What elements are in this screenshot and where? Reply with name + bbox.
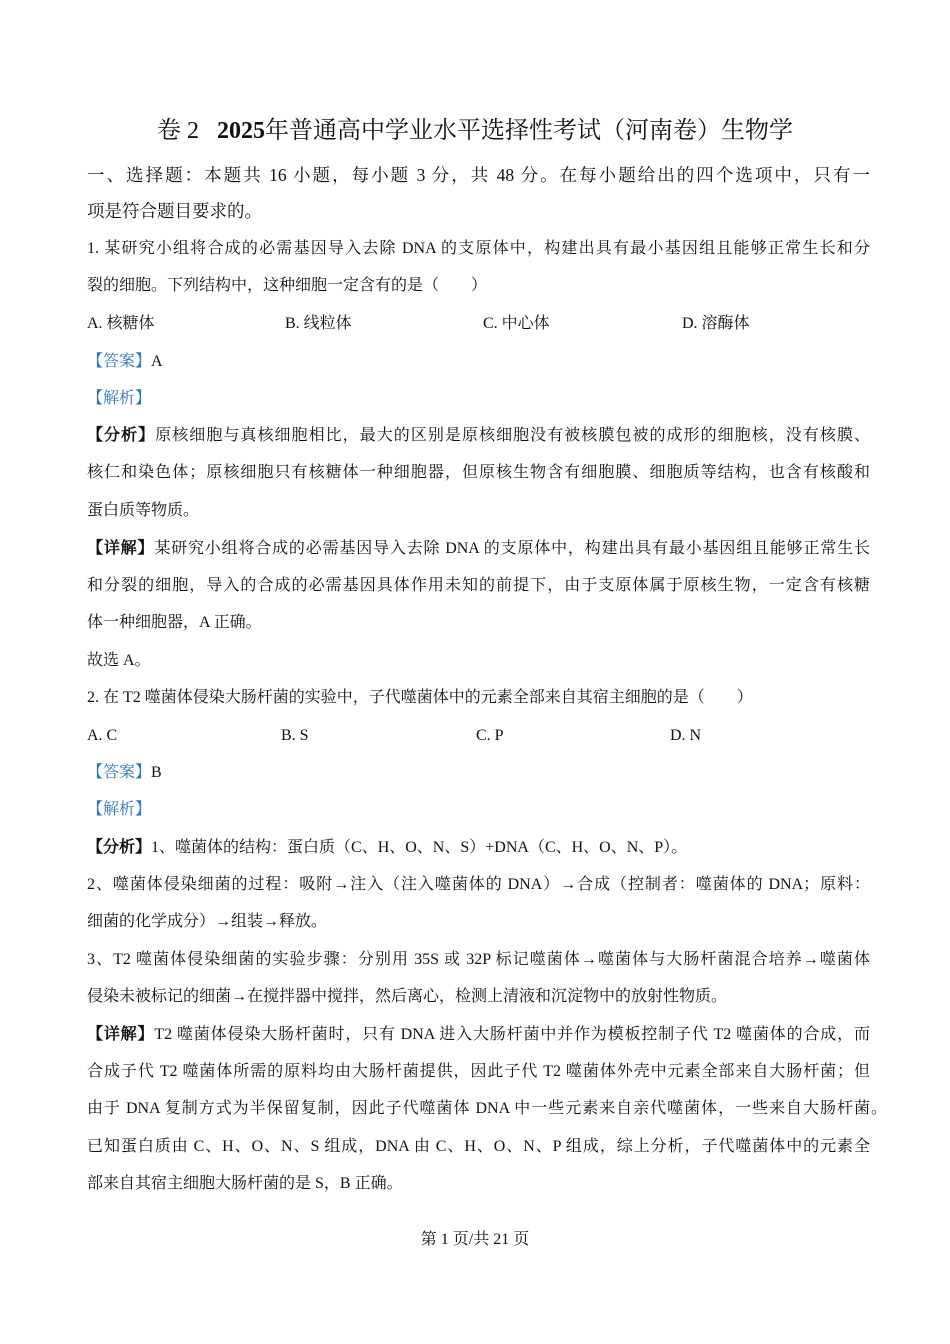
section-heading: 一、选择题：本题共 16 小题，每小题 3 分，共 48 分。在每小题给出的四个选项中，只有一 bbox=[87, 165, 870, 185]
q1-stem: 1. 某研究小组将合成的必需基因导入去除 DNA 的支原体中，构建出具有最小基因组且能够正常生长和分 bbox=[87, 240, 870, 257]
q1-xiangjie-line: 和分裂的细胞，导入的合成的必需基因具体作用未知的前提下，由于支原体属于原核生物，一定含有核糖 bbox=[87, 577, 870, 594]
q2-fenxi-line: 2、噬菌体侵染细菌的过程：吸附→注入（注入噬菌体的 DNA）→合成（控制者：噬菌体的 DNA；原料： bbox=[87, 876, 870, 893]
q1-xiangjie-line: 体一种细胞器，A 正确。 bbox=[87, 614, 262, 631]
q1-option-a: A. 核糖体 bbox=[87, 315, 155, 332]
page-title: 卷 2 2025年普通高中学业水平选择性考试（河南卷）生物学 bbox=[157, 118, 793, 144]
q2-stem: 2. 在 T2 噬菌体侵染大肠杆菌的实验中，子代噬菌体中的元素全部来自其宿主细胞的是（ ） bbox=[87, 689, 753, 706]
q1-answer bbox=[87, 352, 163, 372]
q2-xiangjie-line: 由于 DNA 复制方式为半保留复制，因此子代噬菌体 DNA 中一些元素来自亲代噬菌体，一些来自大肠杆菌。 bbox=[87, 1100, 887, 1117]
q1-fenxi-line: 核仁和染色体；原核细胞只有核糖体一种细胞器，但原核生物含有细胞膜、细胞质等结构，也含有核酸和 bbox=[87, 464, 870, 481]
answer-label: 【答案】 bbox=[87, 764, 152, 781]
q2-jiexi-label: 【解析】 bbox=[87, 801, 152, 818]
q1-stem-cont: 裂的细胞。下列结构中，这种细胞一定含有的是（ ） bbox=[87, 277, 488, 294]
q2-xiangjie-line: 合成子代 T2 噬菌体所需的原料均由大肠杆菌提供，因此子代 T2 噬菌体外壳中元素全部来自大肠杆菌；但 bbox=[87, 1063, 870, 1080]
q1-conclusion: 故选 A。 bbox=[87, 652, 151, 669]
q1-option-d: D. 溶酶体 bbox=[682, 315, 750, 332]
q1-jiexi-label: 【解析】 bbox=[87, 390, 152, 407]
q2-fenxi-line: 细菌的化学成分）→组装→释放。 bbox=[87, 913, 328, 930]
section-heading-cont: 项是符合题目要求的。 bbox=[87, 201, 262, 221]
q2-xiangjie-line: 部来自其宿主细胞大肠杆菌的是 S，B 正确。 bbox=[87, 1175, 403, 1192]
q1-option-b: B. 线粒体 bbox=[285, 315, 352, 332]
q2-answer bbox=[87, 763, 162, 783]
answer-value: B bbox=[151, 764, 162, 781]
q2-xiangjie-line: 已知蛋白质由 C、H、O、N、S 组成，DNA 由 C、H、O、N、P 组成，综上分析，子代噬菌体中的元素全 bbox=[87, 1138, 870, 1155]
q2-option-c: C. P bbox=[476, 727, 504, 744]
q2-xiangjie: 【详解】T2 噬菌体侵染大肠杆菌时，只有 DNA 进入大肠杆菌中并作为模板控制子代 T2 噬菌体的合成，而 bbox=[87, 1026, 870, 1043]
answer-label: 【答案】 bbox=[87, 353, 152, 370]
q2-fenxi-line: 侵染未被标记的细菌→在搅拌器中搅拌，然后离心，检测上清液和沉淀物中的放射性物质。 bbox=[87, 988, 728, 1005]
q2-option-d: D. N bbox=[670, 727, 702, 744]
q1-option-c: C. 中心体 bbox=[483, 315, 550, 332]
answer-value: A bbox=[151, 353, 163, 370]
q1-fenxi: 【分析】原核细胞与真核细胞相比，最大的区别是原核细胞没有被核膜包被的成形的细胞核，没有核膜、 bbox=[87, 427, 870, 444]
q1-fenxi-line: 蛋白质等物质。 bbox=[87, 502, 200, 519]
q2-option-a: A. C bbox=[87, 727, 118, 744]
q2-option-b: B. S bbox=[281, 727, 309, 744]
q2-fenxi-line: 3、T2 噬菌体侵染细菌的实验步骤：分别用 35S 或 32P 标记噬菌体→噬菌体与大肠杆菌混合培养→噬菌体 bbox=[87, 951, 870, 968]
page-number: 第 1 页/共 21 页 bbox=[420, 1231, 530, 1248]
q1-xiangjie: 【详解】某研究小组将合成的必需基因导入去除 DNA 的支原体中，构建出具有最小基因组且能够正常生长 bbox=[87, 540, 870, 557]
q2-fenxi: 【分析】1、噬菌体的结构：蛋白质（C、H、O、N、S）+DNA（C、H、O、N、P）。 bbox=[87, 839, 688, 856]
